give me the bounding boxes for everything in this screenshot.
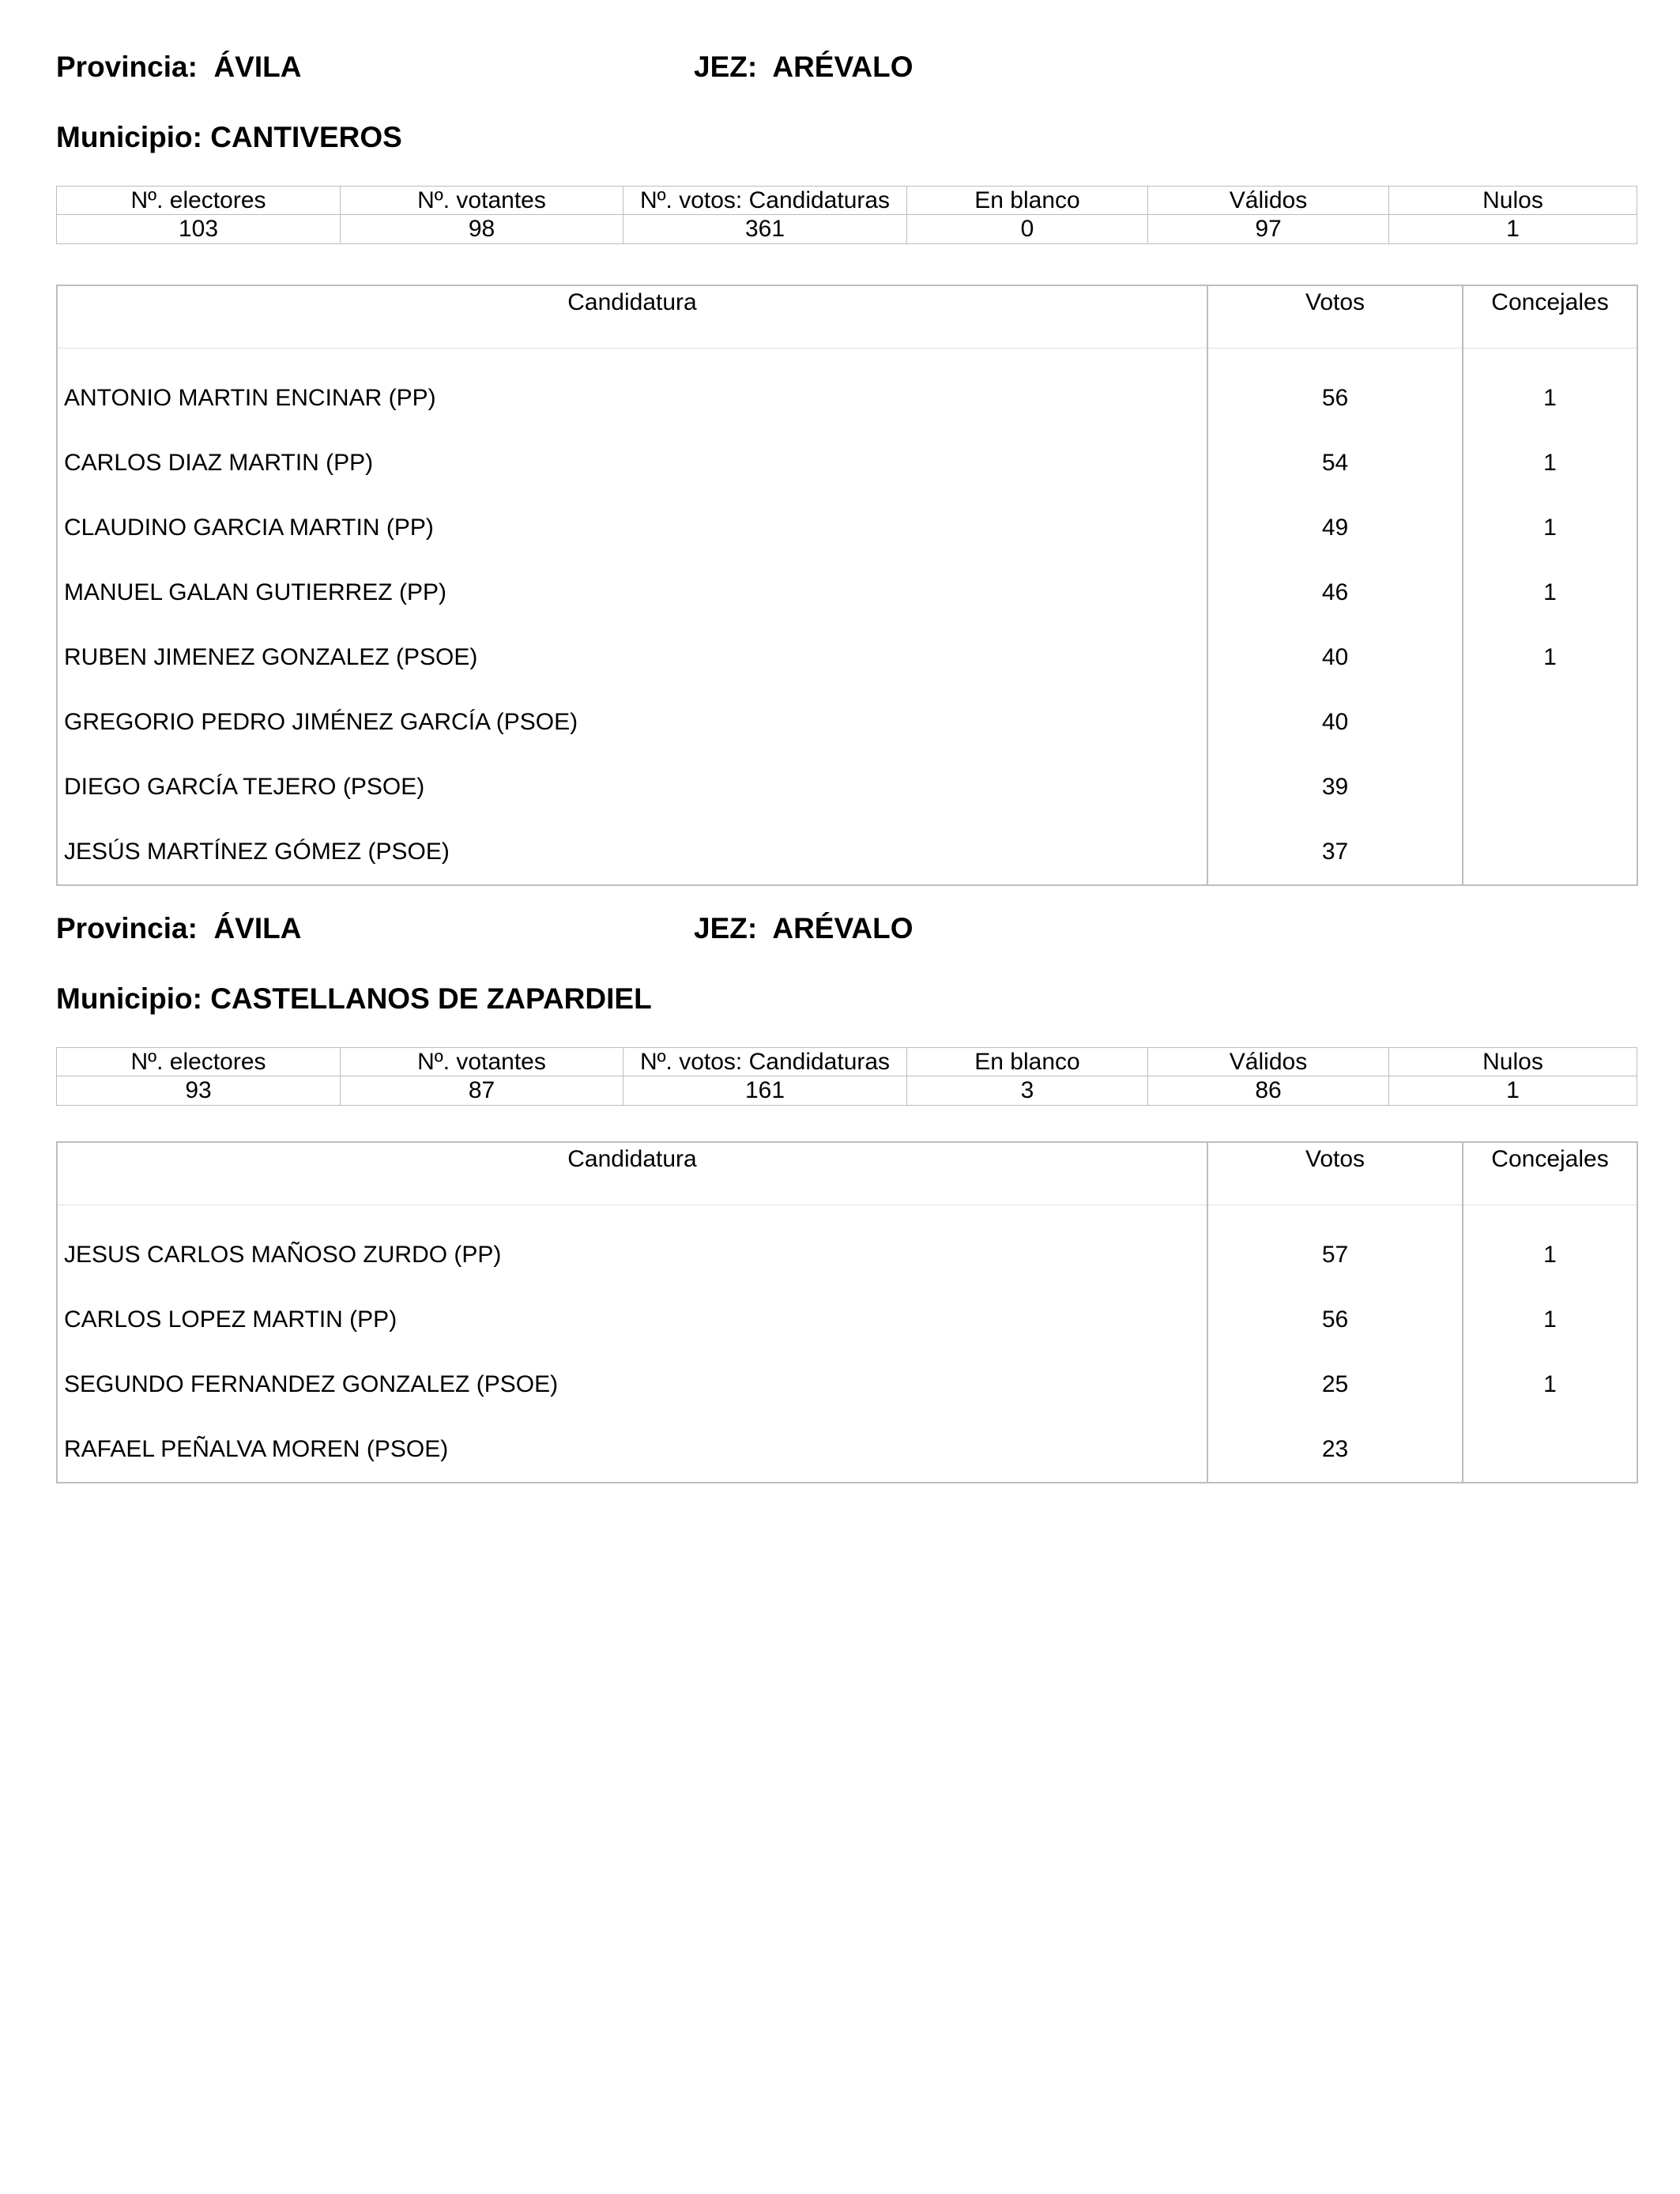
jez-label: JEZ: ARÉVALO (694, 51, 913, 83)
candidate-votes: 23 (1207, 1417, 1463, 1483)
candidate-name: CARLOS DIAZ MARTIN (PP) (64, 450, 374, 476)
table-row (57, 560, 1637, 625)
candidate-seats: 1 (1463, 560, 1637, 625)
candidate-name: JESUS CARLOS MAÑOSO ZURDO (PP) (64, 1242, 502, 1268)
summary-header-en-blanco: En blanco (907, 1048, 1148, 1076)
summary-value-validos: 97 (1148, 215, 1389, 244)
candidate-name: ANTONIO MARTIN ENCINAR (PP) (64, 385, 436, 411)
summary-value-en-blanco: 3 (907, 1076, 1148, 1106)
summary-value-votos-candidaturas: 161 (623, 1076, 907, 1106)
candidate-votes: 49 (1207, 496, 1463, 560)
summary-value-votos-candidaturas: 361 (623, 215, 907, 244)
table-row (57, 1287, 1637, 1352)
summary-value-row (57, 215, 1637, 244)
summary-header-electores: Nº. electores (57, 187, 341, 215)
candidate-name: JESÚS MARTÍNEZ GÓMEZ (PSOE) (64, 839, 450, 865)
summary-value-en-blanco: 0 (907, 215, 1148, 244)
candidate-name: CLAUDINO GARCIA MARTIN (PP) (64, 515, 434, 541)
candidates-table (56, 1141, 1638, 1483)
candidate-votes: 37 (1207, 820, 1463, 885)
header-concejales: Concejales (1463, 1142, 1637, 1205)
header-candidatura: Candidatura (57, 1142, 1207, 1205)
summary-header-nulos: Nulos (1389, 1048, 1637, 1076)
header-votos: Votos (1207, 285, 1463, 349)
candidate-name: GREGORIO PEDRO JIMÉNEZ GARCÍA (PSOE) (64, 709, 578, 735)
municipality-section-cantiveros (56, 47, 1637, 869)
provincia-label: Provincia: ÁVILA (56, 51, 302, 83)
table-row (57, 1352, 1637, 1417)
candidate-seats: 1 (1463, 431, 1637, 496)
candidate-name: SEGUNDO FERNANDEZ GONZALEZ (PSOE) (64, 1371, 559, 1397)
summary-header-en-blanco: En blanco (907, 187, 1148, 215)
candidate-seats: 1 (1463, 349, 1637, 432)
jez-label: JEZ: ARÉVALO (694, 912, 913, 944)
candidate-seats (1463, 690, 1637, 755)
candidate-votes: 56 (1207, 1287, 1463, 1352)
candidates-table (56, 285, 1638, 886)
table-row (57, 1205, 1637, 1288)
summary-header-row (57, 187, 1637, 215)
candidate-name: CARLOS LOPEZ MARTIN (PP) (64, 1306, 397, 1333)
summary-value-electores: 103 (57, 215, 341, 244)
summary-table (56, 1047, 1637, 1106)
summary-table (56, 186, 1637, 244)
table-row (57, 625, 1637, 690)
candidates-header-row (57, 285, 1637, 349)
candidate-name: RUBEN JIMENEZ GONZALEZ (PSOE) (64, 644, 478, 670)
municipio-title: Municipio: CASTELLANOS DE ZAPARDIEL (56, 982, 652, 1015)
summary-value-votantes: 87 (341, 1076, 623, 1106)
summary-header-votos-candidaturas: Nº. votos: Candidaturas (623, 187, 907, 215)
table-row (57, 690, 1637, 755)
table-row (57, 431, 1637, 496)
summary-header-votantes: Nº. votantes (341, 187, 623, 215)
candidate-name: DIEGO GARCÍA TEJERO (PSOE) (64, 774, 425, 800)
summary-value-nulos: 1 (1389, 215, 1637, 244)
municipality-section-castellanos-de-zapardiel (56, 909, 1637, 1478)
summary-header-nulos: Nulos (1389, 187, 1637, 215)
table-row (57, 820, 1637, 885)
summary-header-votantes: Nº. votantes (341, 1048, 623, 1076)
candidate-votes: 25 (1207, 1352, 1463, 1417)
candidate-seats (1463, 1417, 1637, 1483)
candidate-seats: 1 (1463, 1352, 1637, 1417)
summary-header-validos: Válidos (1148, 187, 1389, 215)
candidate-seats: 1 (1463, 1205, 1637, 1288)
summary-header-row (57, 1048, 1637, 1076)
candidate-votes: 54 (1207, 431, 1463, 496)
candidate-votes: 46 (1207, 560, 1463, 625)
summary-value-validos: 86 (1148, 1076, 1389, 1106)
municipio-title: Municipio: CANTIVEROS (56, 121, 402, 153)
summary-header-votos-candidaturas: Nº. votos: Candidaturas (623, 1048, 907, 1076)
candidate-votes: 40 (1207, 690, 1463, 755)
header-votos: Votos (1207, 1142, 1463, 1205)
table-row (57, 349, 1637, 432)
summary-header-validos: Válidos (1148, 1048, 1389, 1076)
candidate-name: RAFAEL PEÑALVA MOREN (PSOE) (64, 1436, 449, 1462)
candidate-votes: 39 (1207, 755, 1463, 820)
header-candidatura: Candidatura (57, 285, 1207, 349)
candidates-header-row (57, 1142, 1637, 1205)
summary-value-row (57, 1076, 1637, 1106)
summary-value-electores: 93 (57, 1076, 341, 1106)
header-concejales: Concejales (1463, 285, 1637, 349)
table-row (57, 496, 1637, 560)
candidate-votes: 40 (1207, 625, 1463, 690)
candidate-seats (1463, 755, 1637, 820)
candidate-seats: 1 (1463, 625, 1637, 690)
candidate-votes: 56 (1207, 349, 1463, 432)
provincia-label: Provincia: ÁVILA (56, 912, 302, 944)
candidate-seats (1463, 820, 1637, 885)
candidate-votes: 57 (1207, 1205, 1463, 1288)
table-row (57, 755, 1637, 820)
summary-header-electores: Nº. electores (57, 1048, 341, 1076)
table-row (57, 1417, 1637, 1483)
candidate-name: MANUEL GALAN GUTIERREZ (PP) (64, 579, 446, 605)
candidate-seats: 1 (1463, 496, 1637, 560)
summary-value-nulos: 1 (1389, 1076, 1637, 1106)
candidate-seats: 1 (1463, 1287, 1637, 1352)
summary-value-votantes: 98 (341, 215, 623, 244)
